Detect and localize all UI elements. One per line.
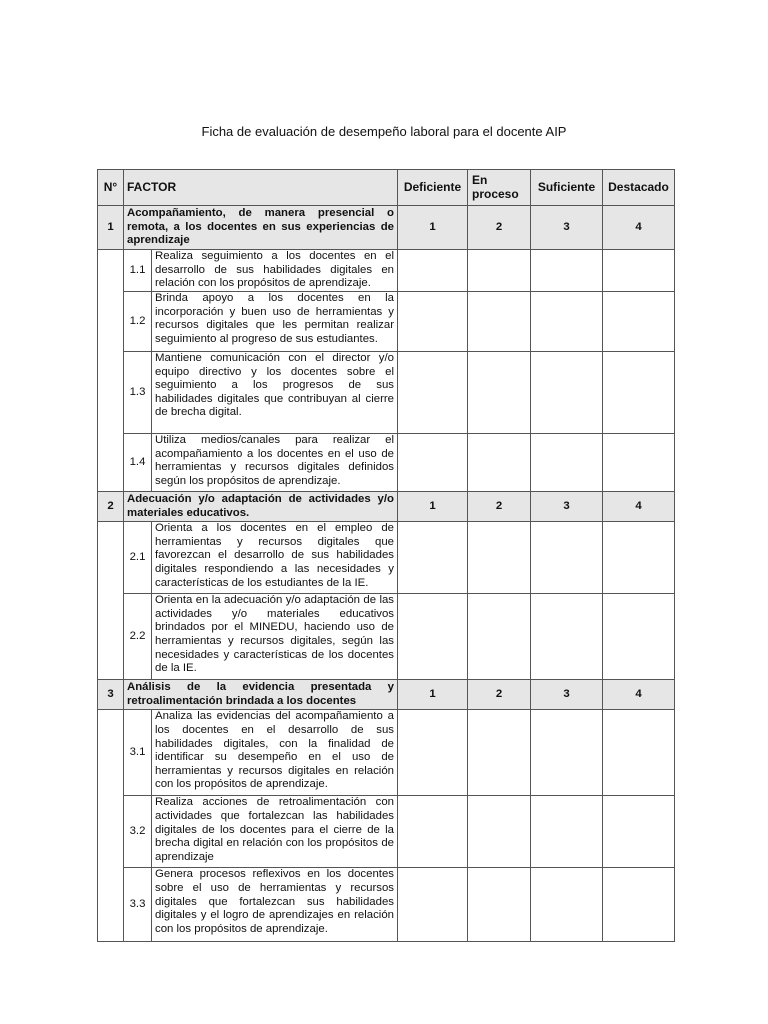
rating-cell[interactable] (398, 522, 468, 594)
factor-row (98, 206, 675, 250)
score-en-proceso: 2 (468, 492, 531, 522)
rating-cell[interactable] (603, 292, 675, 352)
aspects-label (98, 710, 124, 942)
evaluation-table (97, 169, 675, 942)
rating-cell[interactable] (531, 434, 603, 492)
aspect-description: Genera procesos reflexivos en los docentes sobre el uso de herramientas y recursos digitales que fortalezcan sus habilidades digitales y el logro de aprendizajes en relación con los propósitos de aprendizaje. (152, 868, 398, 942)
rating-cell[interactable] (468, 522, 531, 594)
factor-number: 1 (98, 206, 124, 250)
rating-cell[interactable] (603, 594, 675, 680)
rating-cell[interactable] (468, 434, 531, 492)
score-destacado: 4 (603, 680, 675, 710)
aspect-number: 1.2 (124, 292, 152, 352)
score-en-proceso: 2 (468, 206, 531, 250)
aspect-row (98, 352, 675, 434)
rating-cell[interactable] (531, 250, 603, 292)
aspect-number: 3.2 (124, 796, 152, 868)
aspect-description: Realiza seguimiento a los docentes en el desarrollo de sus habilidades digitales en relación con los propósitos de aprendizaje. (152, 250, 398, 292)
rating-cell[interactable] (468, 292, 531, 352)
aspect-number: 1.3 (124, 352, 152, 434)
rating-cell[interactable] (398, 434, 468, 492)
score-deficiente: 1 (398, 492, 468, 522)
rating-cell[interactable] (398, 594, 468, 680)
aspect-number: 3.3 (124, 868, 152, 942)
factor-number: 2 (98, 492, 124, 522)
header-number: N° (98, 170, 124, 206)
header-factor: FACTOR (124, 170, 398, 206)
rating-cell[interactable] (468, 352, 531, 434)
aspect-description: Mantiene comunicación con el director y/o equipo directivo y los docentes sobre el seguimiento a los progresos de sus habilidades digitales que contribuyan al cierre de brecha digital. (152, 352, 398, 434)
score-destacado: 4 (603, 492, 675, 522)
aspect-row (98, 868, 675, 942)
rating-cell[interactable] (531, 352, 603, 434)
aspect-description: Orienta a los docentes en el empleo de herramientas y recursos digitales que favorezcan el desarrollo de sus habilidades digitales respondiendo a las necesidades y características de los estudiantes de la IE. (152, 522, 398, 594)
rating-cell[interactable] (398, 292, 468, 352)
aspect-number: 2.2 (124, 594, 152, 680)
rating-cell[interactable] (398, 352, 468, 434)
aspect-row (98, 250, 675, 292)
rating-cell[interactable] (531, 796, 603, 868)
aspect-number: 3.1 (124, 710, 152, 796)
aspect-row (98, 710, 675, 796)
rating-cell[interactable] (468, 710, 531, 796)
aspect-row (98, 594, 675, 680)
header-suficiente: Suficiente (531, 170, 603, 206)
factor-text: Adecuación y/o adaptación de actividades y/o materiales educativos. (124, 492, 398, 522)
aspect-row (98, 796, 675, 868)
aspect-description: Realiza acciones de retroalimentación con actividades que fortalezcan las habilidades digitales de los docentes para el cierre de la brecha digital en relación con los propósitos de aprendizaje (152, 796, 398, 868)
score-en-proceso: 2 (468, 680, 531, 710)
rating-cell[interactable] (603, 250, 675, 292)
aspect-row (98, 522, 675, 594)
score-suficiente: 3 (531, 492, 603, 522)
rating-cell[interactable] (531, 594, 603, 680)
rating-cell[interactable] (603, 434, 675, 492)
aspect-row (98, 292, 675, 352)
score-deficiente: 1 (398, 206, 468, 250)
factor-text: Acompañamiento, de manera presencial o remota, a los docentes en sus experiencias de aprendizaje (124, 206, 398, 250)
rating-cell[interactable] (603, 522, 675, 594)
rating-cell[interactable] (398, 868, 468, 942)
factor-row (98, 680, 675, 710)
aspect-number: 2.1 (124, 522, 152, 594)
score-destacado: 4 (603, 206, 675, 250)
factor-number: 3 (98, 680, 124, 710)
rating-cell[interactable] (468, 250, 531, 292)
table-header-row (98, 170, 675, 206)
aspect-description: Orienta en la adecuación y/o adaptación de las actividades y/o materiales educativos brindados por el MINEDU, haciendo uso de herramientas y recursos digitales, según las necesidades y características de los docentes de la IE. (152, 594, 398, 680)
score-deficiente: 1 (398, 680, 468, 710)
header-destacado: Destacado (603, 170, 675, 206)
aspect-number: 1.4 (124, 434, 152, 492)
aspect-row (98, 434, 675, 492)
rating-cell[interactable] (468, 868, 531, 942)
rating-cell[interactable] (531, 292, 603, 352)
rating-cell[interactable] (531, 868, 603, 942)
factor-row (98, 492, 675, 522)
rating-cell[interactable] (603, 352, 675, 434)
rating-cell[interactable] (398, 796, 468, 868)
rating-cell[interactable] (468, 594, 531, 680)
aspect-description: Utiliza medios/canales para realizar el acompañamiento a los docentes en el uso de herramientas y recursos digitales definidos según los propósitos de aprendizaje. (152, 434, 398, 492)
document-title: Ficha de evaluación de desempeño laboral para el docente AIP (201, 124, 567, 139)
rating-cell[interactable] (531, 522, 603, 594)
rating-cell[interactable] (398, 250, 468, 292)
factor-text: Análisis de la evidencia presentada y retroalimentación brindada a los docentes (124, 680, 398, 710)
header-en-proceso: En proceso (468, 170, 531, 206)
aspect-description: Analiza las evidencias del acompañamiento a los docentes en el desarrollo de sus habilidades digitales, con la finalidad de identificar su desempeño en el uso de herramientas y recursos digitales en relación con los propósitos de aprendizaje. (152, 710, 398, 796)
aspect-description: Brinda apoyo a los docentes en la incorporación y buen uso de herramientas y recursos digitales que les permitan realizar seguimiento al progreso de sus estudiantes. (152, 292, 398, 352)
rating-cell[interactable] (603, 710, 675, 796)
header-deficiente: Deficiente (398, 170, 468, 206)
rating-cell[interactable] (531, 710, 603, 796)
rating-cell[interactable] (398, 710, 468, 796)
rating-cell[interactable] (603, 796, 675, 868)
rating-cell[interactable] (468, 796, 531, 868)
score-suficiente: 3 (531, 680, 603, 710)
aspect-number: 1.1 (124, 250, 152, 292)
aspects-label (98, 522, 124, 680)
score-suficiente: 3 (531, 206, 603, 250)
rating-cell[interactable] (603, 868, 675, 942)
aspects-label (98, 250, 124, 492)
